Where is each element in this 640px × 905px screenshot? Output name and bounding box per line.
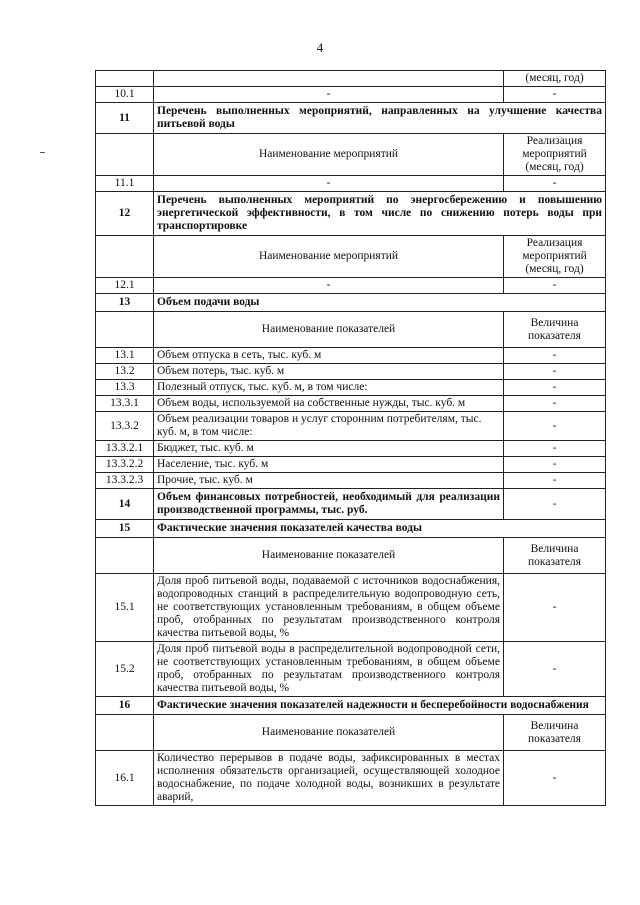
value-header: Реализация мероприятий (месяц, год): [504, 236, 606, 278]
row-value: -: [504, 412, 606, 441]
row-number: 16.1: [96, 751, 154, 806]
row-value: -: [504, 87, 606, 103]
row-number: [96, 134, 154, 176]
value-header: Величина показателя: [504, 715, 606, 751]
row-label: -: [154, 176, 504, 192]
table-row: [96, 520, 606, 538]
table-row: [96, 134, 606, 176]
value-header: (месяц, год): [504, 71, 606, 87]
row-value: -: [504, 278, 606, 294]
row-label: Объем реализации товаров и услуг сторонним потребителям, тыс. куб. м, в том числе:: [154, 412, 504, 441]
row-value: -: [504, 489, 606, 520]
row-value: -: [504, 441, 606, 457]
row-number: [96, 312, 154, 348]
row-number: 10.1: [96, 87, 154, 103]
table-row: [96, 538, 606, 574]
section-title: Объем подачи воды: [154, 294, 606, 312]
row-value: -: [504, 642, 606, 697]
section-number: 15: [96, 520, 154, 538]
table-row: [96, 87, 606, 103]
table-row: [96, 312, 606, 348]
column-header: Наименование показателей: [154, 312, 504, 348]
section-title: Перечень выполненных мероприятий, направленных на улучшение качества питьевой воды: [154, 103, 606, 134]
table-row: [96, 751, 606, 806]
section-number: 16: [96, 697, 154, 715]
row-number: 15.2: [96, 642, 154, 697]
row-number: 13.1: [96, 348, 154, 364]
column-header: Наименование мероприятий: [154, 134, 504, 176]
row-number: 15.1: [96, 574, 154, 642]
row-label: Объем воды, используемой на собственные нужды, тыс. куб. м: [154, 396, 504, 412]
column-header: Наименование показателей: [154, 538, 504, 574]
table-row: [96, 103, 606, 134]
row-label: -: [154, 278, 504, 294]
row-number: 13.3.2.2: [96, 457, 154, 473]
section-number: 12: [96, 192, 154, 236]
page-number: 4: [316, 40, 324, 55]
row-number: 13.3.2: [96, 412, 154, 441]
column-header: Наименование показателей: [154, 715, 504, 751]
table-row: [96, 348, 606, 364]
row-label: Полезный отпуск, тыс. куб. м, в том числе:: [154, 380, 504, 396]
row-number: [96, 236, 154, 278]
row-label: Доля проб питьевой воды в распределительной водопроводной сети, не соответствующих установленным требованиям, в общем объеме проб, отобранных по результатам производственного контроля качества питьевой воды, %: [154, 642, 504, 697]
report-table: [95, 70, 606, 806]
section-number: 13: [96, 294, 154, 312]
section-title: Фактические значения показателей надежности и бесперебойности водоснабжения: [154, 697, 606, 715]
row-label: Население, тыс. куб. м: [154, 457, 504, 473]
row-value: -: [504, 751, 606, 806]
margin-mark: [40, 152, 45, 153]
row-number: [96, 538, 154, 574]
table-row: [96, 441, 606, 457]
section-title: Перечень выполненных мероприятий по энергосбережению и повышению энергетической эффективности, в том числе по снижению потерь воды при транспортировке: [154, 192, 606, 236]
column-header: Наименование мероприятий: [154, 236, 504, 278]
table-row: [96, 278, 606, 294]
row-value: -: [504, 380, 606, 396]
row-value: -: [504, 396, 606, 412]
table-row: [96, 489, 606, 520]
row-label: -: [154, 87, 504, 103]
value-header: Величина показателя: [504, 312, 606, 348]
table-row: [96, 71, 606, 87]
table-row: [96, 457, 606, 473]
table-row: [96, 176, 606, 192]
row-label: Бюджет, тыс. куб. м: [154, 441, 504, 457]
section-number: 11: [96, 103, 154, 134]
row-label: Количество перерывов в подаче воды, зафиксированных в местах исполнения обязательств организацией, осуществляющей холодное водоснабжение, по подаче холодной воды, возникших в результате аварий,: [154, 751, 504, 806]
column-header: [154, 71, 504, 87]
row-label: Объем потерь, тыс. куб. м: [154, 364, 504, 380]
row-label: Объем отпуска в сеть, тыс. куб. м: [154, 348, 504, 364]
table-row: [96, 574, 606, 642]
row-value: -: [504, 176, 606, 192]
section-title: Объем финансовых потребностей, необходимый для реализации производственной программы, тыс. руб.: [154, 489, 504, 520]
table-row: [96, 473, 606, 489]
table-row: [96, 294, 606, 312]
row-label: Прочие, тыс. куб. м: [154, 473, 504, 489]
row-number: 13.3.2.3: [96, 473, 154, 489]
row-number: 13.2: [96, 364, 154, 380]
row-label: Доля проб питьевой воды, подаваемой с источников водоснабжения, водопроводных станций в распределительную водопроводную сеть, не соответствующих установленным требованиям, в общем объеме проб, отобранных по результатам производственного контроля качества питьевой воды, %: [154, 574, 504, 642]
table-row: [96, 236, 606, 278]
table-row: [96, 715, 606, 751]
row-value: -: [504, 457, 606, 473]
row-number: 12.1: [96, 278, 154, 294]
row-value: -: [504, 574, 606, 642]
table-row: [96, 412, 606, 441]
row-number: 13.3.2.1: [96, 441, 154, 457]
row-value: -: [504, 348, 606, 364]
row-number: 11.1: [96, 176, 154, 192]
row-value: -: [504, 473, 606, 489]
section-title: Фактические значения показателей качества воды: [154, 520, 606, 538]
value-header: Величина показателя: [504, 538, 606, 574]
table-row: [96, 364, 606, 380]
value-header: Реализация мероприятий (месяц, год): [504, 134, 606, 176]
table-row: [96, 697, 606, 715]
table-row: [96, 396, 606, 412]
table-row: [96, 642, 606, 697]
table-row: [96, 380, 606, 396]
row-value: -: [504, 364, 606, 380]
row-number: 13.3: [96, 380, 154, 396]
row-number: [96, 715, 154, 751]
row-number: 13.3.1: [96, 396, 154, 412]
table-row: [96, 192, 606, 236]
row-number: [96, 71, 154, 87]
section-number: 14: [96, 489, 154, 520]
